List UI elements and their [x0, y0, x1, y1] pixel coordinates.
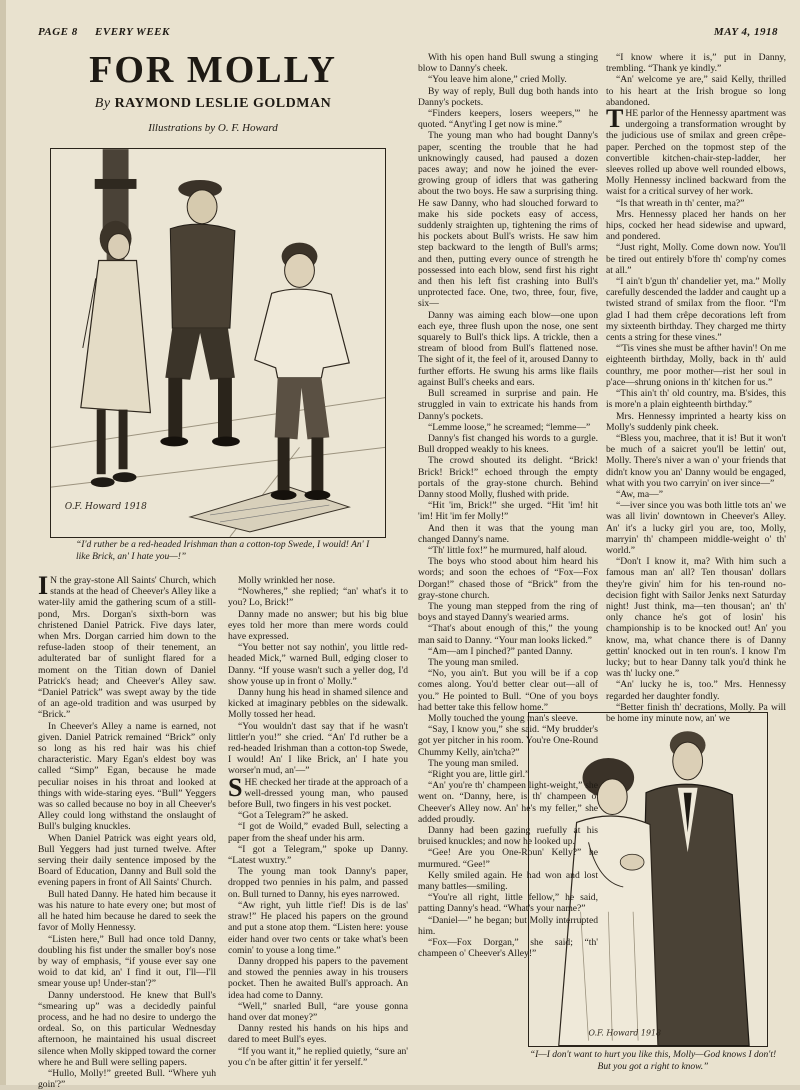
paragraph: “—iver since you was both little tots an' we was all livin' downtown in Cheever's Alley. An' it's a lucky girl you are, too, Molly, marryin' th' champeen middle-weight o' th' world.”	[606, 500, 786, 556]
paragraph: “You better not say nothin', you little red-headed Mick,” warned Bull, edging closer to Danny. “If youse wasn't such a yeller dog, I'd show youse up in front o' Molly.”	[228, 642, 408, 687]
paragraph: “I got a Telegram,” spoke up Danny. “Latest wuxtry.”	[228, 843, 408, 867]
paragraph: Molly touched the young man's sleeve.	[428, 712, 578, 724]
paragraph: “Aw, ma—”	[616, 488, 663, 500]
paragraph: “Fox—Fox Dorgan,” she said; “th' champeen o' Cheever's Alley!”	[418, 937, 598, 960]
paragraph: Danny dropped his papers to the pavement and stowed the pennies away in his trousers pocket. Then he awaited Bull's approach. An idea had come to Danny.	[228, 955, 408, 1001]
paragraph: The boys who stood about him heard his words; and soon the echoes of “Fox—Fox Dorgan!” chased those of “Brick” from the gray-stone church.	[418, 556, 598, 601]
paragraph: “Just right, Molly. Come down now. You'll be tired out entirely b'fore th' comp'ny comes at all.”	[606, 242, 786, 276]
paragraph: “Better finish th' decrations, Molly. Pa will be home iny minute now, an' we	[606, 701, 786, 724]
paragraph: Danny understood. He knew that Bull's “smearing up” was a decidedly painful process, and he had no desire to undergo the ordeal. So, on this particular Wednesday afternoon, he maintained his usual discreet silence when Molly skipped toward the corner where he and Bull were selling papers.	[38, 989, 216, 1068]
paragraph: “Lemme loose,” he screamed; “lemme—”	[428, 421, 591, 433]
paragraph: “Well,” snarled Bull, “are youse gonna hand over dat money?”	[228, 1000, 408, 1023]
paragraph: “Daniel—” he began; but Molly interrupted him.	[418, 914, 598, 937]
paragraph: “Right you are, little girl.”	[428, 769, 530, 780]
paragraph: “'Tis vines she must be afther havin'! On me eighteenth birthday, Molly, back in th' auld counthry, me poor mother—rist her soul in p'ace—shrung onions in th' kitchen for us.”	[606, 343, 786, 388]
paragraph: “Aw right, yuh little t'ief! Dis is de las' straw!” He placed his papers on the ground and put a stone atop them. “Listen here: youse eider hand over two cents or take what's been comin' to youse a long time.”	[228, 899, 408, 956]
paragraph: SHE checked her tirade at the approach of a well-dressed young man, who paused before Bull, two fingers in his vest pocket.	[228, 772, 409, 811]
paragraph: Mrs. Hennessy placed her hands on her hips, cocked her head sidewise and upward, and pondered.	[606, 208, 786, 243]
paragraph: “Hit 'im, Brick!” she urged. “Hit 'im! hit 'im! Hit 'im fer Molly!”	[418, 500, 598, 523]
paragraph: The young man smiled.	[428, 656, 519, 668]
paragraph: By way of reply, Bull dug both hands into Danny's pockets.	[418, 85, 598, 108]
paragraph: “Say, I know you,” she said. “My brudder's got yer pitcher in his room. You're One-Round Chummy Kelly, ain'tcha?”	[418, 724, 598, 758]
paragraph: “An' welcome ye are,” said Kelly, thrilled to his heart at the Irish brogue so long abandoned.	[606, 74, 786, 108]
paragraph: “This ain't th' old country, ma. B'sides, this is more'n a plain eighteenth birthday.”	[606, 388, 786, 411]
top-illustration-signature: O.F. Howard 1918	[64, 502, 147, 513]
paragraph: THE parlor of the Hennessy apartment was undergoing a transformation wrought by the judicious use of smilax and green crêpe-paper. Perched on the topmost step of the convertible kitchen-chair-step-ladder, her sleeves rolled up above well rounded elbows, Molly Hennessy inclined backward from the waist for a critical survey of her work.	[606, 104, 786, 198]
bottom-illustration-caption: “I—I don't want to hurt you like this, Molly—God knows I don't! But you got a right to know.”	[529, 1050, 777, 1072]
text-column-2	[228, 575, 408, 1070]
paragraph: Danny made no answer; but his big blue eyes told her more than mere words could have expressed.	[228, 608, 408, 643]
paragraph: Danny hung his head in shamed silence and kicked at imaginary pebbles on the sidewalk. Molly tossed her head.	[228, 687, 408, 721]
paragraph: “That's about enough of this,” the young man said to Danny. “Your man looks licked.”	[418, 623, 598, 646]
paragraph: “You leave him alone,” cried Molly.	[428, 74, 567, 86]
paragraph: The young man who had bought Danny's paper, scenting the trouble that he had unknowingly caused, had paused a dozen paces away; and now he joined the ever-growing group of idlers that was gathering about the two boys. He saw a surprising thing. He saw Danny, who had slouched forward to make his side pockets easy of access, suddenly straighten up, tightening the rims of his pockets about Bull's wrists. He saw him step backward to the length of Bull's arms; and then, putting every ounce of strength he possessed into each blow, send first his right and then his left fist crashing into Bull's unprotected face. One, two, three, four, five, six—	[418, 130, 598, 310]
paragraph: The young man stepped from the ring of boys and stayed Danny's wearied arms.	[418, 600, 598, 624]
paragraph: “An' you're th' champeen light-weight,” she went on. “Danny, here, is th' champeen o' Cheever's Alley now. An' he's my feller,” she added proudly.	[418, 780, 598, 825]
bottom-illustration-signature: O.F. Howard 1918	[588, 1028, 662, 1038]
magazine-name: EVERY WEEK	[95, 26, 170, 38]
paragraph: The young man smiled.	[428, 757, 519, 769]
running-header	[38, 26, 778, 42]
text-column-3	[418, 52, 598, 1070]
paragraph: “Th' little fox!” he murmured, half aloud.	[428, 544, 587, 556]
paragraph: The young man took Danny's paper, dropped two pennies in his palm, and passed on. Bull turned to Danny, his eyes narrowed.	[228, 866, 408, 900]
author-name: RAYMOND LESLIE GOLDMAN	[114, 96, 332, 111]
paragraph: Danny had been gazing ruefully at his bruised knuckles; and now he looked up.	[418, 825, 598, 848]
paragraph: Kelly smiled again. He had won and lost many battles—smiling.	[418, 869, 598, 893]
paragraph: “Got a Telegram?” he asked.	[238, 810, 349, 822]
paragraph: Mrs. Hennessy imprinted a hearty kiss on Molly's suddenly pink cheek.	[606, 410, 786, 433]
illustrations-credit: Illustrations by O. F. Howard	[148, 122, 278, 134]
header-left	[38, 26, 170, 38]
paragraph: “I got de Woild,” evaded Bull, selecting a paper from the sheaf under his arm.	[228, 821, 408, 844]
paragraph: With his open hand Bull swung a stinging blow to Danny's cheek.	[418, 52, 598, 75]
paragraph: “Bless you, machree, that it is! But it won't be much of a saicret you'll be lettin' out, Molly. There's niver a wan o' your friends that didn't know you an' Danny would be engaged, what with you two carryin' on iver since—”	[606, 432, 786, 489]
issue-date: MAY 4, 1918	[713, 26, 778, 38]
paragraph: “Am—am I pinched?” panted Danny.	[428, 645, 573, 657]
paragraph: “Is that wreath in th' center, ma?”	[616, 197, 745, 209]
story-title: FOR MOLLY	[89, 49, 337, 91]
paragraph: “Nowheres,” she replied; “an' what's it to you? Lo, Brick!”	[228, 586, 408, 609]
paragraph: Danny rested his hands on his hips and dared to meet Bull's eyes.	[228, 1023, 408, 1046]
paragraph: Bull hated Danny. He hated him because it was his nature to hate every one; but most of all he hated him because he dared to seek the favor of Molly Hennessy.	[38, 888, 216, 934]
paragraph: In Cheever's Alley a name is earned, not given. Daniel Patrick remained “Brick” only so long as his red hair was his chief characteristic. Mary Egan's eldest boy was called “Simp” Egan, because he made peculiar noises in his throat and looked at things with wide-staring eyes. “Bull” Yeggers was so called because no boy in all Cheever's Alley could long withstand the onslaught of Bull's bulging knuckles.	[38, 720, 216, 833]
paragraph: Bull screamed in surprise and pain. He struggled in vain to extricate his hands from Danny's pockets.	[418, 388, 598, 422]
text-column-4	[606, 52, 786, 724]
street-scene-drawing	[51, 149, 385, 537]
paragraph: “I know where it is,” put in Danny, trembling. “Thank ye kindly.”	[606, 52, 786, 75]
byline	[48, 96, 378, 112]
page-number: PAGE 8	[38, 26, 78, 38]
illustration-street-scene	[50, 148, 386, 538]
paragraph: “Finders keepers, losers weepers,'” he quoted. “Anyt'ing I get now is mine.”	[418, 108, 598, 131]
paragraph: “Don't I know it, ma? With him such a famous man an' all? Ten thousan' dollars they're givin' him for his ten-round no-decision fight with Sailor Jenks next Saturday night! Just think, ma—ten thousan'; an' th' only chance he's got of losin' his championship is to be knocked out! An' you know, ma, what chance there is of Danny gettin' knocked out in ten roun's. I know I'm lucky; but to hear Danny talk you'd think he was th' lucky one.”	[606, 556, 786, 680]
paragraph: When Daniel Patrick was eight years old, Bull Yeggers had just turned twelve. After serving their daily sentence imposed by the Board of Education, Danny and Bull sold the evening papers in front of All Saints' Church.	[38, 832, 216, 889]
paragraph: “You're all right, little fellow,” he said, patting Danny's head. “What's your name?”	[418, 892, 598, 915]
paragraph: “You wouldn't dast say that if he wasn't littler'n you!” she cried. “An' I'd ruther be a red-headed Irishman than a cotton-top Swede, I would! An' I like Brick, an' I hate you worser'n mud, an'—”	[228, 720, 408, 777]
paragraph: IN the gray-stone All Saints' Church, which stands at the head of Cheever's Alley like a water-lily amid the gathering scum of a still-pond, Mrs. Dorgan's sixth-born was christened Daniel Patrick. Five days later, when Mrs. Dorgan carried him down to the refuse-laden stoop of their tenement, an adulterated bar of sunlight flared for a moment on the Titian down of Daniel Patrick's head; and Cheever's Alley saw. “Daniel Patrick” was swept away by the tide of an age-old tradition and was usurped by “Brick.”	[38, 571, 216, 721]
paragraph: And then it was that the young man changed Danny's name.	[418, 522, 598, 545]
paragraph: The crowd shouted its delight. “Brick! Brick! Brick!” echoed through the empty portals of the gray-stone church. Behind Danny stood Molly, flushed with pride.	[418, 455, 598, 500]
paragraph: “I ain't b'gun th' chandelier yet, ma.” Molly carefully descended the ladder and caught up a twisted strand of smilax from the floor. “I'm glad I had them crêpe decorations left from my sixteenth birthday. They charged me thirty cents a string for these vines.”	[606, 276, 786, 344]
text-column-1	[38, 571, 216, 1090]
paragraph: Danny was aiming each blow—one upon each eye, three flush upon the nose, one sent squarely to Bull's thick lips. A trickle, then a stream of blood from Bull's flattened nose. The sight of it, the feel of it, aroused Danny to further efforts. He swung his arms like flails against Bull's cheeks and ears.	[418, 309, 598, 388]
paragraph: “Hullo, Molly!” greeted Bull. “Where yuh goin'?”	[38, 1067, 216, 1090]
paragraph: Danny's fist changed his words to a gurgle. Bull dropped weakly to his knees.	[418, 432, 598, 456]
paragraph: “An' lucky he is, too.” Mrs. Hennessy regarded her daughter fondly.	[606, 679, 786, 702]
paragraph: “Gee! Are you One-Roun' Kelly?” he murmured. “Gee!”	[418, 847, 598, 870]
paragraph: Molly wrinkled her nose.	[238, 575, 335, 586]
paragraph: “If you want it,” he replied quietly, “sure an' you c'n be after gittin' it fer yerself.”	[228, 1045, 408, 1068]
paragraph: “No, you ain't. But you will be if a cop comes along. You'd better clear out—all of you.” He pointed to Bull. “One of you boys had better take this fellow home.”	[418, 668, 598, 713]
top-illustration-caption: “I'd ruther be a red-headed Irishman than a cotton-top Swede, I would! An' I like Brick, an' I hate you—!”	[76, 540, 370, 562]
paragraph: “Listen here,” Bull had once told Danny, doubling his fist under the smaller boy's nose by way of emphasis, “if youse ever say one woid to dat kid, an' I find it out, I'll—I'll smear youse up! Under-stan'?”	[38, 933, 216, 990]
byline-by: By	[94, 96, 111, 111]
